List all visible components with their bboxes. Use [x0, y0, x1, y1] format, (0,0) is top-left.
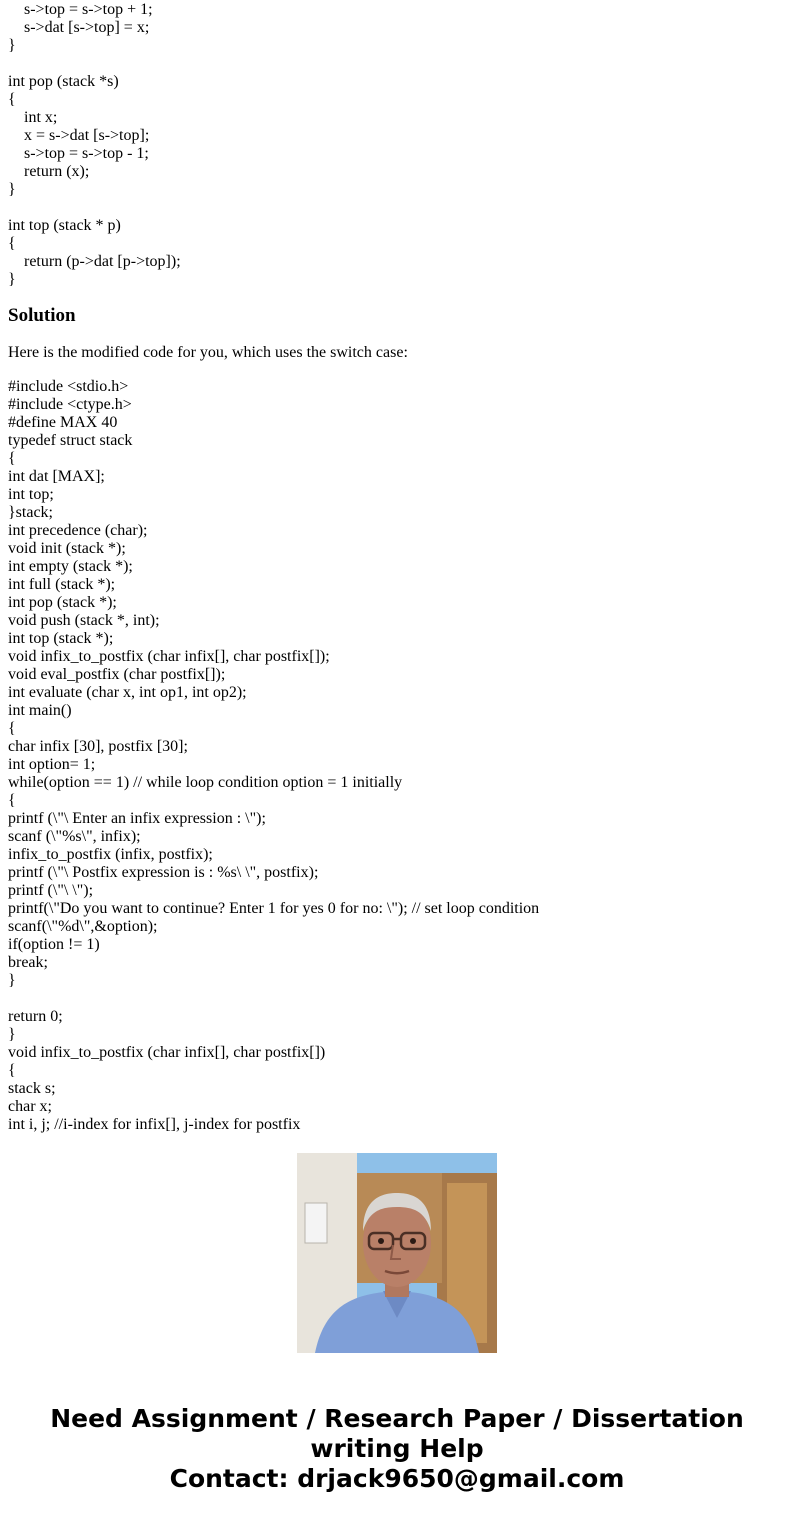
code-line: int evaluate (char x, int op1, int op2);: [8, 684, 247, 701]
code-line: #define MAX 40: [8, 414, 118, 431]
code-line: {: [8, 235, 16, 252]
code-line: [8, 990, 539, 1008]
code-line: printf(\"Do you want to continue? Enter 1 for yes 0 for no: \"); // set loop condition: [8, 900, 540, 917]
banner-line-2: writing Help: [310, 1434, 484, 1463]
code-line: while(option == 1) // while loop condition option = 1 initially: [8, 774, 403, 791]
code-line: void infix_to_postfix (char infix[], char postfix[]): [8, 1044, 326, 1061]
solution-intro: Here is the modified code for you, which uses the switch case:: [8, 344, 408, 361]
solution-code-block: [8, 378, 539, 1134]
code-line: break;: [8, 954, 48, 971]
code-line: char infix [30], postfix [30];: [8, 738, 188, 755]
code-fragment-top: [8, 1, 181, 289]
code-line: return (x);: [24, 163, 90, 180]
code-line: }: [8, 1026, 16, 1043]
code-line: int option= 1;: [8, 756, 96, 773]
code-line: printf (\"\ Postfix expression is : %s\ \", postfix);: [8, 864, 319, 881]
code-line: int precedence (char);: [8, 522, 148, 539]
help-banner: [0, 1404, 794, 1494]
code-line: [8, 199, 181, 217]
code-line: s->top = s->top + 1;: [24, 1, 153, 18]
code-line: int top (stack * p): [8, 217, 121, 234]
code-line: void init (stack *);: [8, 540, 126, 557]
code-line: return (p->dat [p->top]);: [24, 253, 181, 270]
code-line: return 0;: [8, 1008, 63, 1025]
code-line: }: [8, 271, 16, 288]
code-line: s->dat [s->top] = x;: [24, 19, 150, 36]
code-line: [8, 55, 181, 73]
code-line: void infix_to_postfix (char infix[], char postfix[]);: [8, 648, 330, 665]
solution-code-scroll-area[interactable]: [0, 378, 794, 1133]
code-line: {: [8, 91, 16, 108]
code-line: int x;: [24, 109, 58, 126]
code-line: }stack;: [8, 504, 53, 521]
code-line: int empty (stack *);: [8, 558, 133, 575]
code-line: }: [8, 37, 16, 54]
author-photo-illustration: [297, 1153, 497, 1353]
code-line: scanf(\"%d\",&option);: [8, 918, 158, 935]
code-line: int main(): [8, 702, 72, 719]
code-line: {: [8, 450, 16, 467]
code-line: s->top = s->top - 1;: [24, 145, 149, 162]
code-line: void push (stack *, int);: [8, 612, 160, 629]
code-line: stack s;: [8, 1080, 56, 1097]
code-line: }: [8, 972, 16, 989]
code-line: int top (stack *);: [8, 630, 114, 647]
banner-line-1: Need Assignment / Research Paper / Dissertation: [50, 1404, 744, 1433]
code-line: printf (\"\ \");: [8, 882, 94, 899]
code-line: infix_to_postfix (infix, postfix);: [8, 846, 213, 863]
code-line: int dat [MAX];: [8, 468, 105, 485]
code-line: scanf (\"%s\", infix);: [8, 828, 141, 845]
code-line: typedef struct stack: [8, 432, 133, 449]
solution-heading: Solution: [8, 305, 76, 326]
code-line: printf (\"\ Enter an infix expression : \");: [8, 810, 266, 827]
code-line: {: [8, 720, 16, 737]
banner-contact-line: Contact: drjack9650@gmail.com: [169, 1464, 625, 1493]
code-line: }: [8, 181, 16, 198]
code-line: #include <stdio.h>: [8, 378, 129, 395]
author-avatar: [297, 1153, 497, 1353]
code-line: x = s->dat [s->top];: [24, 127, 150, 144]
code-line: int i, j; //i-index for infix[], j-index for postfix: [8, 1116, 301, 1133]
code-line: {: [8, 1062, 16, 1079]
code-line: char x;: [8, 1098, 52, 1115]
code-line: int pop (stack *s): [8, 73, 119, 90]
code-line: {: [8, 792, 16, 809]
code-line: void eval_postfix (char postfix[]);: [8, 666, 226, 683]
code-line: int pop (stack *);: [8, 594, 117, 611]
code-line: if(option != 1): [8, 936, 100, 953]
code-line: int full (stack *);: [8, 576, 116, 593]
code-line: #include <ctype.h>: [8, 396, 132, 413]
code-line: int top;: [8, 486, 54, 503]
